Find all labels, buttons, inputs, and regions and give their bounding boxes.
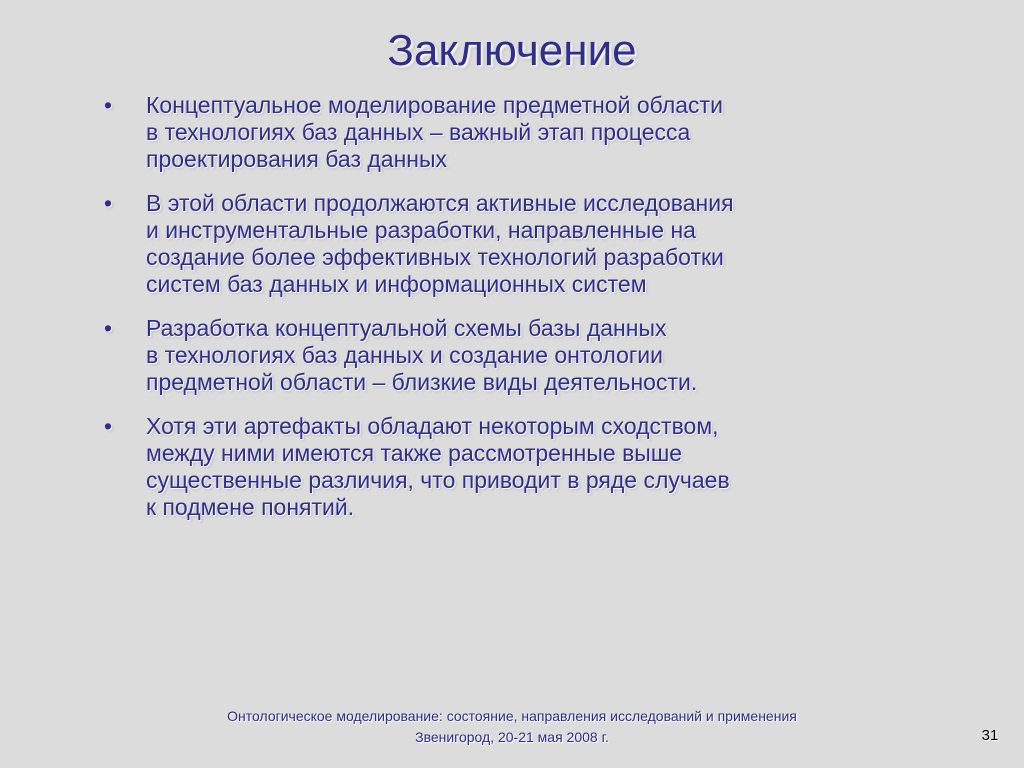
page-number: 31 bbox=[981, 727, 999, 744]
footer-conference-title: Онтологическое моделирование: состояние, направления исследований и применения bbox=[227, 708, 797, 724]
bullet-dot-icon: • bbox=[104, 413, 113, 439]
bullet-dot-icon: • bbox=[104, 92, 113, 118]
bullet-list bbox=[100, 92, 900, 538]
bullet-dot-icon: • bbox=[104, 315, 113, 341]
slide-footer bbox=[80, 706, 944, 748]
bullet-line: в технологиях баз данных – важный этап процесса bbox=[146, 119, 691, 145]
bullet-dot-icon: • bbox=[104, 190, 113, 216]
bullet-item bbox=[100, 413, 900, 521]
bullet-line: систем баз данных и информационных систем bbox=[146, 271, 647, 297]
bullet-line: В этой области продолжаются активные исследования bbox=[146, 190, 734, 216]
bullet-item bbox=[100, 315, 900, 396]
bullet-line: между ними имеются также рассмотренные выше bbox=[146, 440, 683, 466]
bullet-item bbox=[100, 190, 900, 298]
bullet-line: к подмене понятий. bbox=[146, 494, 355, 520]
bullet-line: проектирования баз данных bbox=[146, 146, 448, 172]
bullet-line: Хотя эти артефакты обладают некоторым сходством, bbox=[146, 413, 719, 439]
bullet-line: предметной области – близкие виды деятельности. bbox=[146, 369, 698, 395]
footer-place-date: Звенигород, 20-21 мая 2008 г. bbox=[415, 729, 609, 745]
bullet-line: Разработка концептуальной схемы базы данных bbox=[146, 315, 667, 341]
bullet-line: создание более эффективных технологий разработки bbox=[146, 244, 724, 270]
bullet-line: Концептуальное моделирование предметной области bbox=[146, 92, 723, 118]
slide-title: Заключение bbox=[387, 26, 637, 75]
bullet-line: существенные различия, что приводит в ряде случаев bbox=[146, 467, 730, 493]
bullet-item bbox=[100, 92, 900, 173]
bullet-line: в технологиях баз данных и создание онтологии bbox=[146, 342, 663, 368]
bullet-line: и инструментальные разработки, направленные на bbox=[146, 217, 696, 243]
